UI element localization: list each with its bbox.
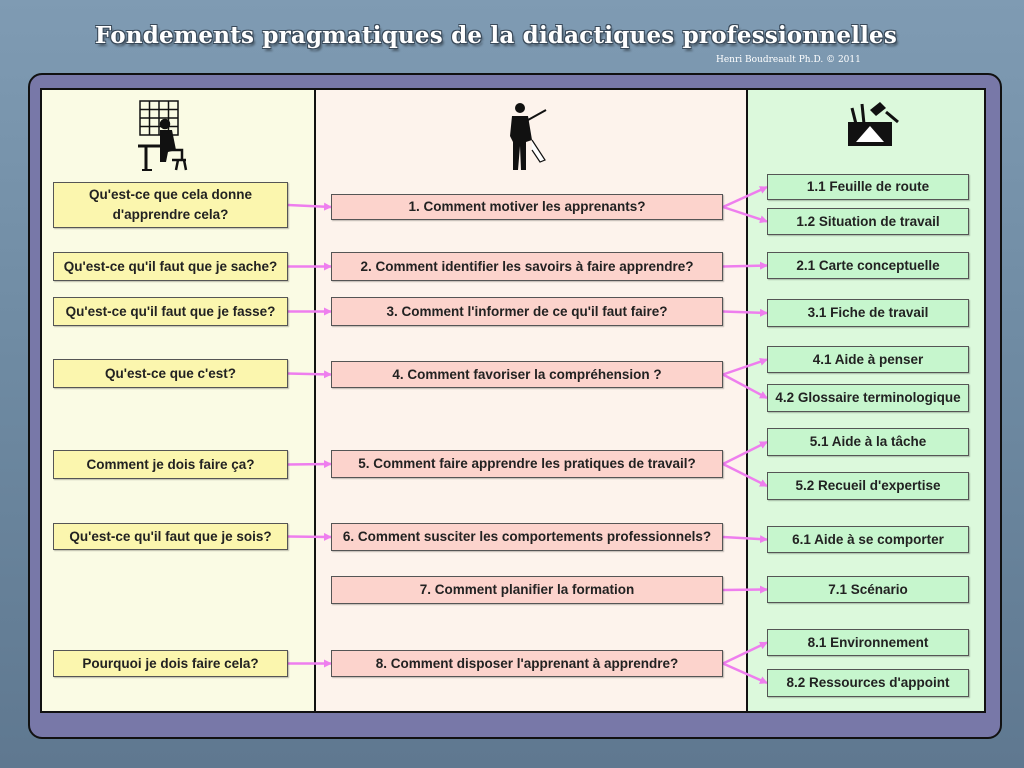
question-box: Qu'est-ce qu'il faut que je fasse? — [53, 297, 288, 326]
author-credit: Henri Boudreault Ph.D. © 2011 — [716, 55, 861, 65]
method-box: 8. Comment disposer l'apprenant à apprendre? — [331, 650, 723, 677]
resource-box: 1.1 Feuille de route — [767, 174, 969, 200]
question-box: Qu'est-ce que c'est? — [53, 359, 288, 388]
resource-box: 6.1 Aide à se comporter — [767, 526, 969, 553]
resource-box: 8.1 Environnement — [767, 629, 969, 656]
question-box: Qu'est-ce qu'il faut que je sois? — [53, 523, 288, 550]
arrow-method-to-resource — [723, 360, 767, 375]
arrow-method-to-resource — [723, 187, 767, 207]
resource-box: 8.2 Ressources d'appoint — [767, 669, 969, 697]
method-box: 1. Comment motiver les apprenants? — [331, 194, 723, 220]
resource-box: 2.1 Carte conceptuelle — [767, 252, 969, 279]
arrow-method-to-resource — [723, 590, 767, 591]
resource-box: 4.1 Aide à penser — [767, 346, 969, 373]
arrow-method-to-resource — [723, 375, 767, 399]
resource-box: 3.1 Fiche de travail — [767, 299, 969, 327]
question-box: Comment je dois faire ça? — [53, 450, 288, 479]
arrow-method-to-resource — [723, 442, 767, 464]
page-title: Fondements pragmatiques de la didactiques professionnelles — [95, 22, 898, 49]
arrow-method-to-resource — [723, 664, 767, 684]
arrow-question-to-method — [288, 205, 331, 207]
resource-box: 1.2 Situation de travail — [767, 208, 969, 235]
method-box: 2. Comment identifier les savoirs à faire apprendre? — [331, 252, 723, 281]
resource-box: 4.2 Glossaire terminologique — [767, 384, 969, 412]
question-box: Pourquoi je dois faire cela? — [53, 650, 288, 677]
method-box: 7. Comment planifier la formation — [331, 576, 723, 604]
arrow-question-to-method — [288, 464, 331, 465]
resource-box: 5.2 Recueil d'expertise — [767, 472, 969, 500]
arrow-method-to-resource — [723, 312, 767, 314]
arrow-method-to-resource — [723, 537, 767, 540]
resource-box: 7.1 Scénario — [767, 576, 969, 603]
method-box: 6. Comment susciter les comportements professionnels? — [331, 523, 723, 551]
arrow-method-to-resource — [723, 266, 767, 267]
arrow-question-to-method — [288, 374, 331, 375]
arrow-method-to-resource — [723, 207, 767, 222]
question-box: Qu'est-ce que cela donne d'apprendre cela? — [53, 182, 288, 228]
question-box: Qu'est-ce qu'il faut que je sache? — [53, 252, 288, 281]
method-box: 5. Comment faire apprendre les pratiques de travail? — [331, 450, 723, 478]
resource-box: 5.1 Aide à la tâche — [767, 428, 969, 456]
method-box: 4. Comment favoriser la compréhension ? — [331, 361, 723, 388]
arrow-method-to-resource — [723, 643, 767, 664]
method-box: 3. Comment l'informer de ce qu'il faut faire? — [331, 297, 723, 326]
arrow-question-to-method — [288, 537, 331, 538]
arrow-method-to-resource — [723, 464, 767, 486]
